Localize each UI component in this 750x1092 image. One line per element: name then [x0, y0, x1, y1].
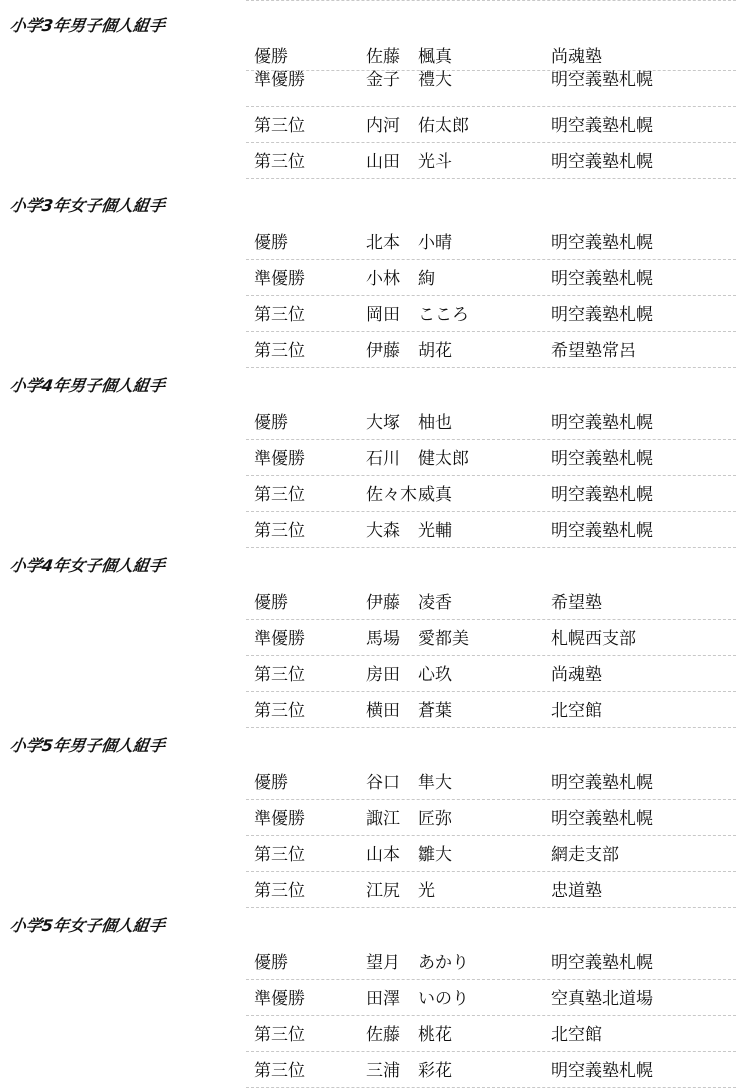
athlete-surname: 山本	[366, 845, 400, 865]
dojo-name: 明空義塾札幌	[551, 116, 653, 136]
top-divider	[246, 0, 736, 1]
rank-label: 第三位	[254, 305, 305, 325]
athlete-given-name: 光輔	[418, 521, 452, 541]
athlete-surname: 石川	[366, 449, 400, 469]
athlete-given-name: 柚也	[418, 413, 452, 433]
result-row	[246, 979, 736, 1016]
result-row	[246, 763, 736, 800]
dojo-name: 札幌西支部	[551, 629, 636, 649]
result-row	[246, 619, 736, 656]
dojo-name: 明空義塾札幌	[551, 305, 653, 325]
athlete-given-name: 彩花	[418, 1061, 452, 1081]
category-title: 小学3年男子個人組手	[8, 16, 167, 35]
category-section	[0, 547, 750, 727]
rank-label: 第三位	[254, 521, 305, 541]
dojo-name: 尚魂塾	[551, 47, 602, 67]
athlete-given-name: 隼大	[418, 773, 452, 793]
result-row	[246, 691, 736, 728]
athlete-given-name: 健太郎	[418, 449, 469, 469]
dojo-name: 北空館	[551, 701, 602, 721]
athlete-surname: 諏江	[366, 809, 400, 829]
rank-label: 優勝	[254, 593, 288, 613]
category-section	[0, 907, 750, 1087]
athlete-surname: 横田	[366, 701, 400, 721]
rank-label: 第三位	[254, 845, 305, 865]
result-row	[246, 1015, 736, 1052]
athlete-given-name: 蒼葉	[418, 701, 452, 721]
athlete-given-name: 楓真	[418, 47, 452, 67]
athlete-given-name: 凌香	[418, 593, 452, 613]
category-section	[0, 367, 750, 547]
athlete-surname: 房田	[366, 665, 400, 685]
dojo-name: 希望塾	[551, 593, 602, 613]
athlete-surname: 望月	[366, 953, 400, 973]
dojo-name: 希望塾常呂	[551, 341, 636, 361]
rank-label: 優勝	[254, 953, 288, 973]
dojo-name: 北空館	[551, 1025, 602, 1045]
rank-label: 準優勝	[254, 70, 305, 90]
category-title: 小学3年女子個人組手	[8, 196, 167, 215]
dojo-name: 明空義塾札幌	[551, 233, 653, 253]
athlete-given-name: 光	[418, 881, 435, 901]
athlete-given-name: 小晴	[418, 233, 452, 253]
athlete-surname: 三浦	[366, 1061, 400, 1081]
rank-label: 第三位	[254, 152, 305, 172]
athlete-surname: 伊藤	[366, 593, 400, 613]
dojo-name: 忠道塾	[551, 881, 602, 901]
athlete-surname: 馬場	[366, 629, 400, 649]
dojo-name: 明空義塾札幌	[551, 449, 653, 469]
rank-label: 準優勝	[254, 269, 305, 289]
category-title: 小学4年男子個人組手	[8, 376, 167, 395]
result-row	[246, 511, 736, 548]
result-row	[246, 943, 736, 980]
result-row	[246, 223, 736, 260]
result-row	[246, 403, 736, 440]
athlete-surname: 山田	[366, 152, 400, 172]
athlete-surname: 田澤	[366, 989, 400, 1009]
category-title: 小学4年女子個人組手	[8, 556, 167, 575]
athlete-given-name: 愛都美	[418, 629, 469, 649]
athlete-surname: 伊藤	[366, 341, 400, 361]
rank-label: 優勝	[254, 413, 288, 433]
athlete-surname: 佐藤	[366, 47, 400, 67]
athlete-surname: 金子	[366, 70, 400, 90]
athlete-surname: 大森	[366, 521, 400, 541]
rank-label: 第三位	[254, 701, 305, 721]
dojo-name: 明空義塾札幌	[551, 1061, 653, 1081]
dojo-name: 明空義塾札幌	[551, 413, 653, 433]
category-section	[0, 727, 750, 907]
result-row	[246, 106, 736, 143]
rank-label: 第三位	[254, 665, 305, 685]
result-row	[246, 1051, 736, 1088]
rank-label: 第三位	[254, 1061, 305, 1081]
result-row	[246, 475, 736, 512]
dojo-name: 明空義塾札幌	[551, 773, 653, 793]
rank-label: 準優勝	[254, 629, 305, 649]
rank-label: 優勝	[254, 773, 288, 793]
rank-label: 優勝	[254, 47, 288, 67]
result-row	[246, 439, 736, 476]
rank-label: 準優勝	[254, 809, 305, 829]
dojo-name: 明空義塾札幌	[551, 953, 653, 973]
athlete-surname: 内河	[366, 116, 400, 136]
result-row	[246, 835, 736, 872]
result-row	[246, 40, 736, 71]
result-row	[246, 295, 736, 332]
result-row	[246, 583, 736, 620]
dojo-name: 明空義塾札幌	[551, 70, 653, 90]
result-row	[246, 70, 736, 107]
rank-label: 準優勝	[254, 989, 305, 1009]
athlete-given-name: 威真	[418, 485, 452, 505]
athlete-surname: 佐々木	[366, 485, 417, 505]
dojo-name: 網走支部	[551, 845, 619, 865]
category-title: 小学5年男子個人組手	[8, 736, 167, 755]
athlete-given-name: 雛大	[418, 845, 452, 865]
athlete-surname: 江尻	[366, 881, 400, 901]
athlete-surname: 大塚	[366, 413, 400, 433]
rank-label: 優勝	[254, 233, 288, 253]
rank-label: 第三位	[254, 485, 305, 505]
result-row	[246, 871, 736, 908]
athlete-surname: 北本	[366, 233, 400, 253]
dojo-name: 明空義塾札幌	[551, 269, 653, 289]
athlete-given-name: 佑太郎	[418, 116, 469, 136]
athlete-surname: 小林	[366, 269, 400, 289]
athlete-given-name: あかり	[418, 953, 469, 973]
dojo-name: 明空義塾札幌	[551, 152, 653, 172]
rank-label: 第三位	[254, 116, 305, 136]
athlete-surname: 岡田	[366, 305, 400, 325]
athlete-surname: 佐藤	[366, 1025, 400, 1045]
athlete-given-name: 絢	[418, 269, 435, 289]
rank-label: 第三位	[254, 881, 305, 901]
athlete-given-name: いのり	[418, 989, 469, 1009]
athlete-given-name: 心玖	[418, 665, 452, 685]
athlete-surname: 谷口	[366, 773, 400, 793]
dojo-name: 明空義塾札幌	[551, 521, 653, 541]
category-section	[0, 187, 750, 367]
category-section	[0, 7, 750, 187]
athlete-given-name: 光斗	[418, 152, 452, 172]
result-row	[246, 142, 736, 179]
rank-label: 準優勝	[254, 449, 305, 469]
dojo-name: 明空義塾札幌	[551, 809, 653, 829]
athlete-given-name: 桃花	[418, 1025, 452, 1045]
result-row	[246, 655, 736, 692]
athlete-given-name: こころ	[418, 305, 469, 325]
rank-label: 第三位	[254, 1025, 305, 1045]
result-row	[246, 331, 736, 368]
athlete-given-name: 禮大	[418, 70, 452, 90]
dojo-name: 明空義塾札幌	[551, 485, 653, 505]
rank-label: 第三位	[254, 341, 305, 361]
category-title: 小学5年女子個人組手	[8, 916, 167, 935]
dojo-name: 空真塾北道場	[551, 989, 653, 1009]
result-row	[246, 799, 736, 836]
dojo-name: 尚魂塾	[551, 665, 602, 685]
athlete-given-name: 匠弥	[418, 809, 452, 829]
result-row	[246, 259, 736, 296]
athlete-given-name: 胡花	[418, 341, 452, 361]
